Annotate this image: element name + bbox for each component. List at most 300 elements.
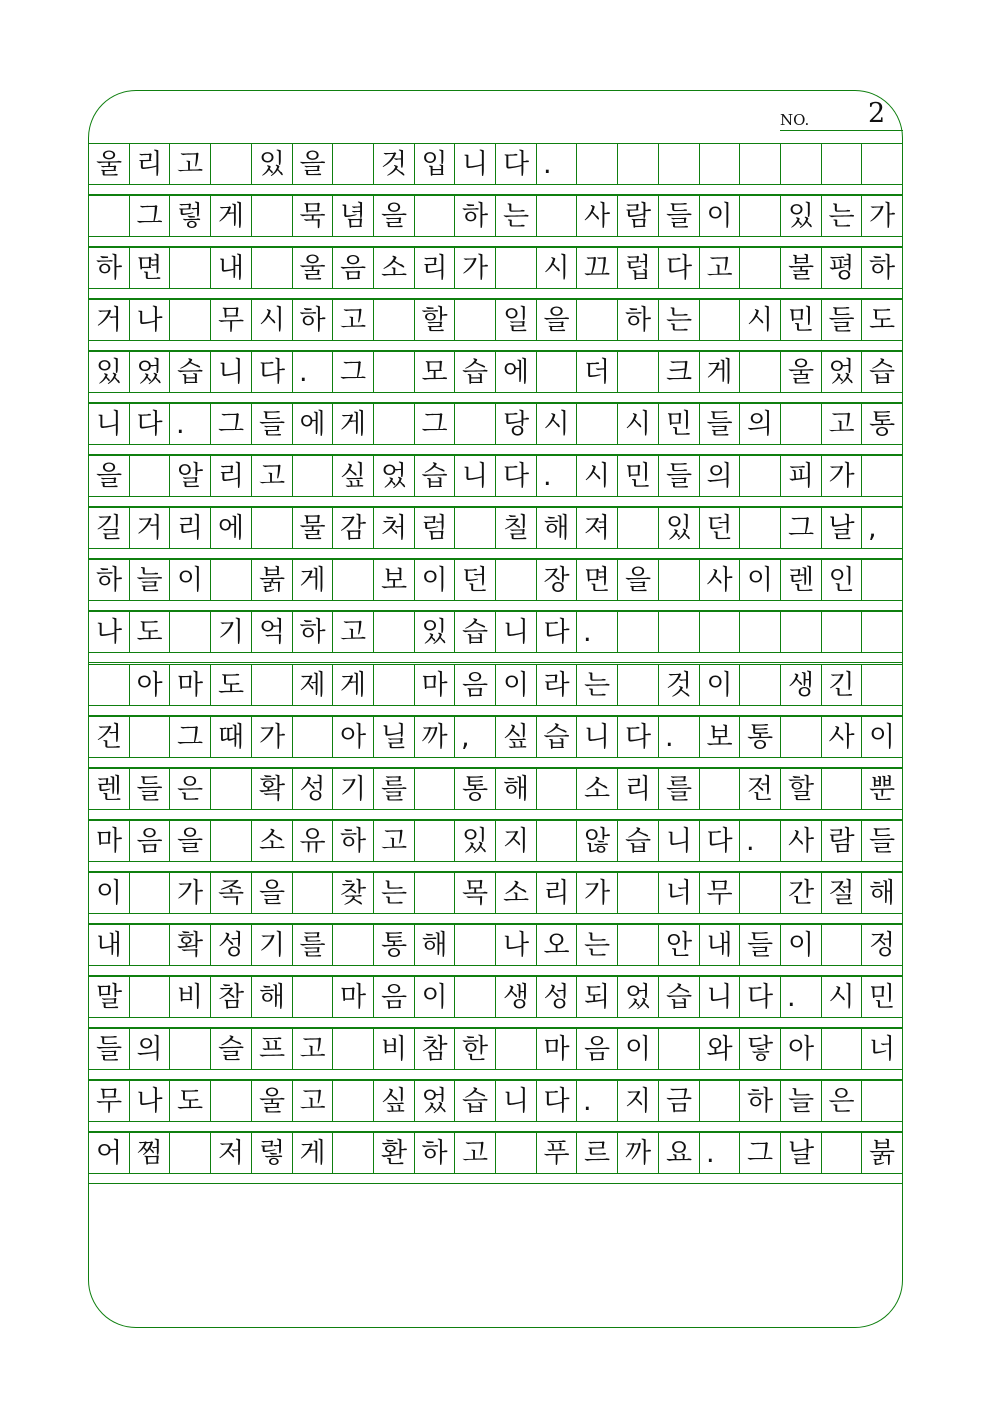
grid-cell bbox=[251, 195, 293, 237]
grid-cell: 비 bbox=[373, 1028, 415, 1070]
grid-cell: 의 bbox=[129, 1028, 170, 1070]
grid-cell: 이 bbox=[780, 924, 822, 966]
grid-cell: 장 bbox=[536, 559, 577, 601]
grid-cell: 고 bbox=[699, 247, 740, 289]
grid-cell: 푸 bbox=[536, 1132, 577, 1174]
grid-cell: . bbox=[658, 716, 700, 758]
grid-cell: 를 bbox=[292, 924, 333, 966]
grid-cell: 그 bbox=[129, 195, 170, 237]
grid-cell bbox=[414, 195, 455, 237]
grid-cell: 이 bbox=[861, 716, 903, 758]
grid-cell bbox=[576, 143, 618, 185]
grid-cell: 거 bbox=[129, 507, 170, 549]
grid-cell: 인 bbox=[821, 559, 862, 601]
grid-cell: 는 bbox=[821, 195, 862, 237]
grid-cell: 환 bbox=[373, 1132, 415, 1174]
grid-cell: 들 bbox=[658, 195, 700, 237]
grid-cell: 통 bbox=[861, 403, 903, 445]
grid-cell: 도 bbox=[210, 664, 252, 706]
row-gap bbox=[89, 184, 902, 195]
grid-cell: 할 bbox=[780, 768, 822, 810]
grid-cell: 을 bbox=[292, 143, 333, 185]
grid-cell: 내 bbox=[210, 247, 252, 289]
grid-cell: 하 bbox=[292, 611, 333, 653]
grid-cell: . bbox=[699, 1132, 740, 1174]
grid-cell bbox=[332, 143, 374, 185]
grid-cell: 니 bbox=[576, 716, 618, 758]
grid-cell bbox=[129, 455, 170, 497]
grid-cell: 않 bbox=[576, 820, 618, 862]
grid-cell bbox=[251, 247, 293, 289]
grid-cell: 이 bbox=[739, 559, 781, 601]
grid-cell: 는 bbox=[576, 664, 618, 706]
row-gap bbox=[89, 705, 902, 716]
grid-cell: 를 bbox=[658, 768, 700, 810]
grid-cell: 싶 bbox=[332, 455, 374, 497]
grid-cell: 오 bbox=[536, 924, 577, 966]
grid-cell: 리 bbox=[169, 507, 211, 549]
grid-cell: 것 bbox=[658, 664, 700, 706]
grid-cell: 처 bbox=[373, 507, 415, 549]
grid-cell: 보 bbox=[699, 716, 740, 758]
grid-cell: 고 bbox=[332, 611, 374, 653]
grid-cell: 을 bbox=[251, 872, 293, 914]
grid-cell: 는 bbox=[658, 299, 700, 341]
grid-cell: 붉 bbox=[251, 559, 293, 601]
grid-cell bbox=[536, 195, 577, 237]
grid-cell: 이 bbox=[699, 664, 740, 706]
grid-cell bbox=[332, 1132, 374, 1174]
grid-cell: . bbox=[739, 820, 781, 862]
grid-cell: 있 bbox=[88, 351, 130, 393]
row-gap bbox=[89, 1173, 902, 1184]
grid-cell: 내 bbox=[699, 924, 740, 966]
grid-cell bbox=[780, 716, 822, 758]
grid-cell: 람 bbox=[821, 820, 862, 862]
grid-cell: 참 bbox=[414, 1028, 455, 1070]
grid-cell: 을 bbox=[169, 820, 211, 862]
grid-cell: 할 bbox=[414, 299, 455, 341]
row-gap bbox=[89, 965, 902, 976]
grid-cell: 에 bbox=[495, 351, 537, 393]
grid-cell: 아 bbox=[780, 1028, 822, 1070]
grid-cell bbox=[129, 716, 170, 758]
grid-cell: 는 bbox=[576, 924, 618, 966]
row-gap bbox=[89, 548, 902, 559]
grid-cell bbox=[821, 924, 862, 966]
grid-cell: 이 bbox=[414, 559, 455, 601]
grid-cell: 고 bbox=[292, 1028, 333, 1070]
grid-cell: 하 bbox=[414, 1132, 455, 1174]
grid-cell: 내 bbox=[88, 924, 130, 966]
grid-cell: 고 bbox=[454, 1132, 496, 1174]
grid-cell: 울 bbox=[88, 143, 130, 185]
grid-cell: 음 bbox=[332, 247, 374, 289]
grid-cell: 소 bbox=[495, 872, 537, 914]
grid-cell: 있 bbox=[780, 195, 822, 237]
grid-cell bbox=[861, 1080, 903, 1122]
grid-cell bbox=[617, 351, 659, 393]
page-number-label: NO. bbox=[780, 111, 810, 129]
grid-cell: , bbox=[861, 507, 903, 549]
grid-cell: 닐 bbox=[373, 716, 415, 758]
grid-cell: 었 bbox=[617, 976, 659, 1018]
grid-cell bbox=[373, 611, 415, 653]
grid-cell: 일 bbox=[495, 299, 537, 341]
grid-cell bbox=[739, 664, 781, 706]
grid-cell: 하 bbox=[88, 247, 130, 289]
grid-cell: 이 bbox=[88, 872, 130, 914]
grid-cell bbox=[210, 820, 252, 862]
grid-cell: 라 bbox=[536, 664, 577, 706]
grid-cell bbox=[739, 351, 781, 393]
grid-cell: 모 bbox=[414, 351, 455, 393]
grid-cell: 싶 bbox=[495, 716, 537, 758]
grid-cell bbox=[210, 768, 252, 810]
grid-cell: 있 bbox=[454, 820, 496, 862]
grid-cell: 들 bbox=[821, 299, 862, 341]
grid-cell: . bbox=[536, 143, 577, 185]
grid-cell: 거 bbox=[88, 299, 130, 341]
grid-cell bbox=[739, 195, 781, 237]
grid-cell bbox=[739, 507, 781, 549]
grid-cell: 이 bbox=[699, 195, 740, 237]
grid-cell bbox=[169, 247, 211, 289]
grid-cell: 더 bbox=[576, 351, 618, 393]
grid-cell: 늘 bbox=[780, 1080, 822, 1122]
grid-cell: 싶 bbox=[373, 1080, 415, 1122]
grid-cell: 물 bbox=[292, 507, 333, 549]
grid-cell: 불 bbox=[780, 247, 822, 289]
grid-cell: 었 bbox=[821, 351, 862, 393]
grid-cell: 음 bbox=[373, 976, 415, 1018]
grid-cell: 뿐 bbox=[861, 768, 903, 810]
grid-cell: 니 bbox=[495, 611, 537, 653]
grid-cell: . bbox=[292, 351, 333, 393]
grid-cell bbox=[251, 664, 293, 706]
grid-cell: 리 bbox=[617, 768, 659, 810]
grid-cell: 보 bbox=[373, 559, 415, 601]
grid-cell: 다 bbox=[658, 247, 700, 289]
grid-cell: 음 bbox=[454, 664, 496, 706]
grid-cell: 렌 bbox=[88, 768, 130, 810]
grid-cell bbox=[739, 455, 781, 497]
grid-cell bbox=[129, 976, 170, 1018]
grid-cell: 이 bbox=[617, 1028, 659, 1070]
grid-cell: 하 bbox=[454, 195, 496, 237]
row-gap bbox=[89, 861, 902, 872]
grid-cell bbox=[699, 611, 740, 653]
row-gap bbox=[89, 496, 902, 507]
grid-cell: 습 bbox=[454, 351, 496, 393]
grid-cell: 시 bbox=[536, 403, 577, 445]
grid-cell: 그 bbox=[210, 403, 252, 445]
grid-cell: 는 bbox=[373, 872, 415, 914]
grid-cell bbox=[658, 1028, 700, 1070]
grid-cell: 아 bbox=[332, 716, 374, 758]
grid-cell: 억 bbox=[251, 611, 293, 653]
grid-cell: . bbox=[536, 455, 577, 497]
grid-cell: 습 bbox=[617, 820, 659, 862]
grid-cell bbox=[617, 611, 659, 653]
grid-cell: 시 bbox=[617, 403, 659, 445]
grid-cell: 민 bbox=[780, 299, 822, 341]
grid-cell: 었 bbox=[414, 1080, 455, 1122]
grid-cell bbox=[739, 247, 781, 289]
grid-cell: 렇 bbox=[251, 1132, 293, 1174]
grid-cell bbox=[617, 924, 659, 966]
grid-cell: 감 bbox=[332, 507, 374, 549]
grid-cell: 슬 bbox=[210, 1028, 252, 1070]
grid-cell bbox=[658, 143, 700, 185]
grid-cell: 족 bbox=[210, 872, 252, 914]
grid-cell: 럼 bbox=[414, 507, 455, 549]
grid-cell: 들 bbox=[739, 924, 781, 966]
grid-cell: 입 bbox=[414, 143, 455, 185]
grid-cell: 가 bbox=[169, 872, 211, 914]
grid-cell: 고 bbox=[821, 403, 862, 445]
grid-cell: 것 bbox=[373, 143, 415, 185]
grid-cell: 의 bbox=[739, 403, 781, 445]
grid-cell: 는 bbox=[495, 195, 537, 237]
grid-cell bbox=[821, 611, 862, 653]
grid-cell: 습 bbox=[658, 976, 700, 1018]
row-gap bbox=[89, 652, 902, 663]
grid-cell: 르 bbox=[576, 1132, 618, 1174]
grid-cell bbox=[536, 768, 577, 810]
grid-cell bbox=[821, 143, 862, 185]
grid-cell: 의 bbox=[699, 455, 740, 497]
grid-cell: 마 bbox=[332, 976, 374, 1018]
grid-cell: 이 bbox=[495, 664, 537, 706]
grid-cell: 면 bbox=[129, 247, 170, 289]
grid-cell: 리 bbox=[129, 143, 170, 185]
grid-cell: 들 bbox=[129, 768, 170, 810]
grid-cell: 늘 bbox=[129, 559, 170, 601]
grid-cell: 습 bbox=[169, 351, 211, 393]
grid-cell bbox=[739, 143, 781, 185]
grid-cell: 크 bbox=[658, 351, 700, 393]
grid-cell bbox=[414, 872, 455, 914]
grid-cell bbox=[536, 820, 577, 862]
grid-cell bbox=[332, 1028, 374, 1070]
grid-cell: 습 bbox=[536, 716, 577, 758]
grid-cell bbox=[780, 143, 822, 185]
grid-cell: 마 bbox=[536, 1028, 577, 1070]
grid-cell: 은 bbox=[821, 1080, 862, 1122]
grid-cell: 전 bbox=[739, 768, 781, 810]
grid-cell: 들 bbox=[251, 403, 293, 445]
grid-cell: 있 bbox=[658, 507, 700, 549]
grid-cell bbox=[821, 1028, 862, 1070]
grid-cell: 었 bbox=[129, 351, 170, 393]
grid-cell: 쩜 bbox=[129, 1132, 170, 1174]
row-gap bbox=[89, 600, 902, 611]
grid-cell: 민 bbox=[658, 403, 700, 445]
grid-cell: 니 bbox=[88, 403, 130, 445]
grid-cell: 묵 bbox=[292, 195, 333, 237]
grid-cell: 리 bbox=[414, 247, 455, 289]
grid-cell: 다 bbox=[129, 403, 170, 445]
grid-cell: 민 bbox=[617, 455, 659, 497]
grid-cell: 통 bbox=[454, 768, 496, 810]
grid-cell: 를 bbox=[373, 768, 415, 810]
grid-cell: 나 bbox=[129, 1080, 170, 1122]
grid-cell bbox=[169, 611, 211, 653]
grid-cell: 게 bbox=[332, 664, 374, 706]
grid-cell: 들 bbox=[88, 1028, 130, 1070]
grid-cell: 습 bbox=[454, 611, 496, 653]
grid-cell: 알 bbox=[169, 455, 211, 497]
grid-cell: 소 bbox=[576, 768, 618, 810]
grid-cell: 면 bbox=[576, 559, 618, 601]
grid-cell: 성 bbox=[536, 976, 577, 1018]
grid-cell: 져 bbox=[576, 507, 618, 549]
grid-cell: 다 bbox=[536, 1080, 577, 1122]
grid-cell: 에 bbox=[292, 403, 333, 445]
grid-cell: 니 bbox=[658, 820, 700, 862]
grid-cell bbox=[495, 1028, 537, 1070]
grid-cell bbox=[292, 976, 333, 1018]
grid-cell: 그 bbox=[332, 351, 374, 393]
grid-cell: 찾 bbox=[332, 872, 374, 914]
grid-cell: 다 bbox=[739, 976, 781, 1018]
grid-cell bbox=[210, 559, 252, 601]
grid-cell: 날 bbox=[821, 507, 862, 549]
grid-cell: 날 bbox=[780, 1132, 822, 1174]
grid-cell: 념 bbox=[332, 195, 374, 237]
grid-cell: 성 bbox=[210, 924, 252, 966]
grid-cell: 니 bbox=[699, 976, 740, 1018]
grid-cell: 기 bbox=[210, 611, 252, 653]
grid-cell: 해 bbox=[495, 768, 537, 810]
grid-cell bbox=[332, 924, 374, 966]
grid-cell: 사 bbox=[699, 559, 740, 601]
grid-cell: 고 bbox=[373, 820, 415, 862]
grid-cell: . bbox=[169, 403, 211, 445]
grid-cell: 다 bbox=[251, 351, 293, 393]
grid-cell bbox=[617, 664, 659, 706]
grid-cell: 음 bbox=[129, 820, 170, 862]
grid-cell: 마 bbox=[88, 820, 130, 862]
grid-cell: 을 bbox=[536, 299, 577, 341]
grid-cell: 평 bbox=[821, 247, 862, 289]
grid-cell bbox=[454, 403, 496, 445]
grid-cell bbox=[699, 768, 740, 810]
grid-cell: 고 bbox=[169, 143, 211, 185]
grid-cell: 습 bbox=[861, 351, 903, 393]
grid-cell bbox=[129, 924, 170, 966]
grid-cell: 지 bbox=[617, 1080, 659, 1122]
grid-cell: 도 bbox=[129, 611, 170, 653]
row-gap bbox=[89, 1069, 902, 1080]
grid-cell bbox=[780, 403, 822, 445]
grid-cell: 사 bbox=[821, 716, 862, 758]
grid-cell: 비 bbox=[169, 976, 211, 1018]
grid-cell: 니 bbox=[454, 143, 496, 185]
grid-cell: 건 bbox=[88, 716, 130, 758]
grid-cell: 시 bbox=[739, 299, 781, 341]
grid-cell bbox=[454, 507, 496, 549]
grid-cell: 그 bbox=[414, 403, 455, 445]
grid-cell: 리 bbox=[536, 872, 577, 914]
grid-cell bbox=[373, 351, 415, 393]
grid-cell: 해 bbox=[861, 872, 903, 914]
grid-cell bbox=[821, 1132, 862, 1174]
grid-cell: 한 bbox=[454, 1028, 496, 1070]
row-gap bbox=[89, 1017, 902, 1028]
grid-cell bbox=[617, 872, 659, 914]
grid-cell: 니 bbox=[495, 1080, 537, 1122]
grid-cell: 도 bbox=[169, 1080, 211, 1122]
grid-cell: 시 bbox=[251, 299, 293, 341]
grid-cell: 당 bbox=[495, 403, 537, 445]
grid-cell: 니 bbox=[210, 351, 252, 393]
grid-cell bbox=[699, 1080, 740, 1122]
grid-cell bbox=[454, 299, 496, 341]
grid-cell: 까 bbox=[617, 1132, 659, 1174]
grid-cell: 목 bbox=[454, 872, 496, 914]
grid-cell: 무 bbox=[699, 872, 740, 914]
grid-cell: 나 bbox=[495, 924, 537, 966]
grid-cell bbox=[861, 143, 903, 185]
grid-cell bbox=[861, 455, 903, 497]
grid-cell: 피 bbox=[780, 455, 822, 497]
grid-cell bbox=[129, 872, 170, 914]
grid-cell: 니 bbox=[454, 455, 496, 497]
grid-cell bbox=[861, 611, 903, 653]
grid-cell: 을 bbox=[373, 195, 415, 237]
row-gap bbox=[89, 392, 902, 403]
grid-cell: . bbox=[576, 1080, 618, 1122]
grid-cell: 해 bbox=[414, 924, 455, 966]
grid-cell: 나 bbox=[129, 299, 170, 341]
grid-cell bbox=[88, 195, 130, 237]
grid-cell: 에 bbox=[210, 507, 252, 549]
grid-cell: 사 bbox=[780, 820, 822, 862]
grid-cell bbox=[739, 872, 781, 914]
grid-cell bbox=[169, 1028, 211, 1070]
grid-cell: 절 bbox=[821, 872, 862, 914]
grid-cell: 사 bbox=[576, 195, 618, 237]
grid-cell: 다 bbox=[495, 455, 537, 497]
grid-cell: 마 bbox=[169, 664, 211, 706]
grid-cell bbox=[454, 924, 496, 966]
grid-cell: 하 bbox=[739, 1080, 781, 1122]
grid-cell: 확 bbox=[251, 768, 293, 810]
grid-cell bbox=[780, 611, 822, 653]
grid-cell: 소 bbox=[373, 247, 415, 289]
grid-cell: 마 bbox=[414, 664, 455, 706]
grid-cell: 다 bbox=[617, 716, 659, 758]
grid-cell bbox=[861, 664, 903, 706]
grid-cell bbox=[495, 1132, 537, 1174]
row-gap bbox=[89, 444, 902, 455]
grid-cell: 고 bbox=[332, 299, 374, 341]
grid-cell bbox=[699, 299, 740, 341]
grid-cell: 참 bbox=[210, 976, 252, 1018]
grid-cell: 성 bbox=[292, 768, 333, 810]
grid-cell: 확 bbox=[169, 924, 211, 966]
grid-cell: 무 bbox=[210, 299, 252, 341]
grid-cell: 되 bbox=[576, 976, 618, 1018]
grid-cell: 하 bbox=[861, 247, 903, 289]
grid-cell: 렇 bbox=[169, 195, 211, 237]
row-gap bbox=[89, 288, 902, 299]
grid-cell: 하 bbox=[88, 559, 130, 601]
grid-cell: 무 bbox=[88, 1080, 130, 1122]
row-gap bbox=[89, 340, 902, 351]
